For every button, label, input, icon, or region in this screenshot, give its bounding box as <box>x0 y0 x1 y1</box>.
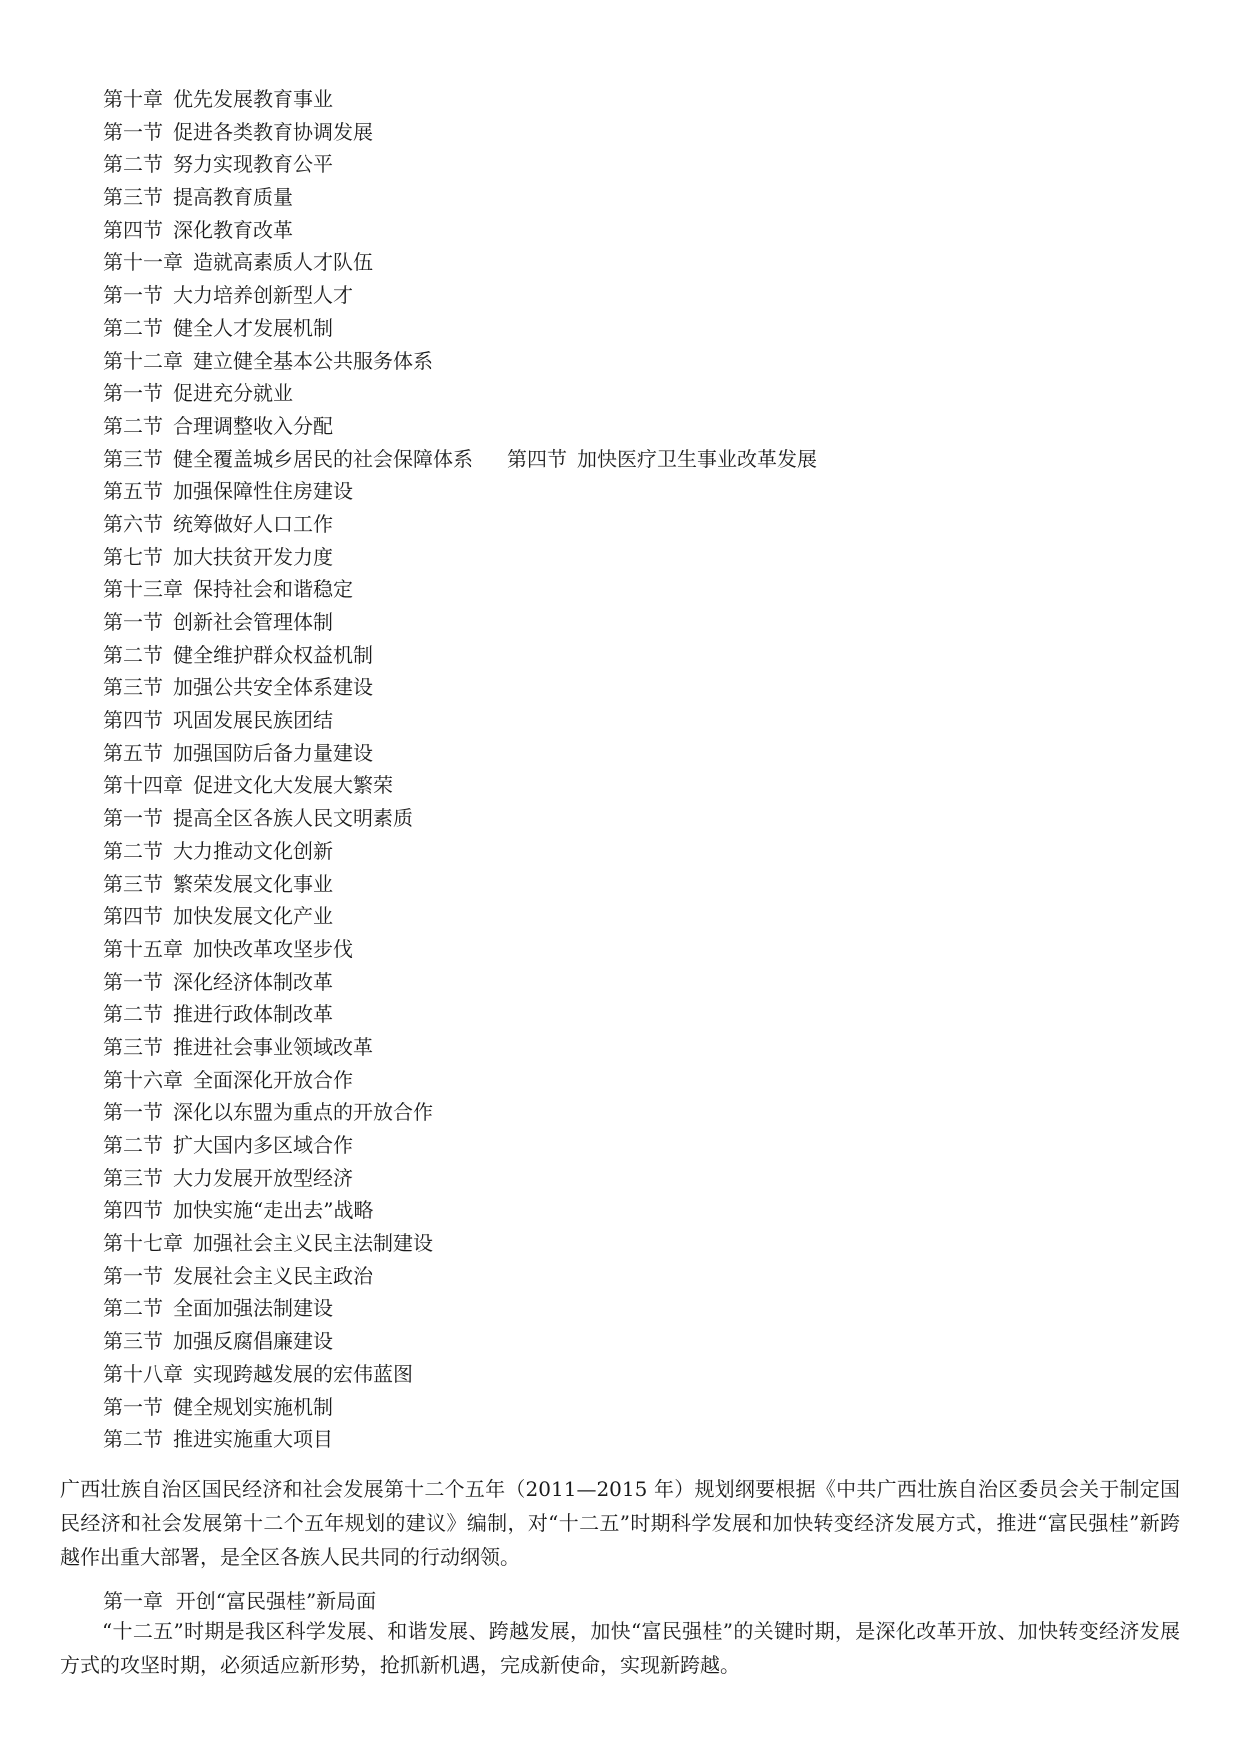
toc-title: 大力培养创新型人才 <box>173 283 353 308</box>
toc-line <box>103 116 817 149</box>
toc-title: 加快改革攻坚步伐 <box>193 936 353 961</box>
toc-line <box>103 835 817 868</box>
toc-number: 第三节 <box>103 446 163 471</box>
toc-title: 加强保障性住房建设 <box>173 479 353 504</box>
toc-title: 大力发展开放型经济 <box>173 1165 353 1190</box>
toc-line <box>103 312 817 345</box>
toc-number: 第二节 <box>103 1002 163 1027</box>
toc-number: 第七节 <box>103 544 163 569</box>
toc-line <box>103 606 817 639</box>
toc-number: 第二节 <box>103 152 163 177</box>
toc-line <box>103 802 817 835</box>
toc-line <box>103 1325 817 1358</box>
toc-title: 健全人才发展机制 <box>173 315 333 340</box>
toc-title: 建立健全基本公共服务体系 <box>193 348 433 373</box>
toc-title: 提高教育质量 <box>173 185 293 210</box>
toc-line <box>103 181 817 214</box>
toc-line <box>103 1358 817 1391</box>
toc-title: 扩大国内多区域合作 <box>173 1133 353 1157</box>
toc-title: 加强国防后备力量建设 <box>173 740 373 765</box>
toc-line <box>103 1227 817 1260</box>
toc-number: 第四节 <box>103 708 163 733</box>
toc-number: 第五节 <box>103 740 163 765</box>
toc-number: 第四节 <box>507 446 567 471</box>
toc-line <box>103 508 817 541</box>
toc-number: 第三节 <box>103 185 163 210</box>
intro-paragraph: 广西壮族自治区国民经济和社会发展第十二个五年（2011—2015 年）规划纲要根据《中共广西壮族自治区委员会关于制定国民经济和社会发展第十二个五年规划的建议》编制，对“十二五”时期科学发展和加快转变经济发展方式，推进“富民强桂”新跨越作出重大部署，是全区各族人民共同的行动纲领。 <box>60 1477 1180 1569</box>
toc-number: 第一节 <box>103 969 163 994</box>
toc-title: 保持社会和谐稳定 <box>193 577 353 602</box>
toc-number: 第二节 <box>103 1296 163 1321</box>
toc-number: 第六节 <box>103 511 163 536</box>
toc-title: 全面加强法制建设 <box>173 1296 333 1321</box>
toc-line <box>103 639 817 672</box>
toc-title: 全面深化开放合作 <box>193 1067 353 1092</box>
toc-line <box>103 377 817 410</box>
toc-line <box>103 933 817 966</box>
toc-number: 第二节 <box>103 315 163 340</box>
toc-line <box>103 900 817 933</box>
toc-line <box>103 573 817 606</box>
toc-title: 优先发展教育事业 <box>173 87 333 111</box>
toc-title: 深化教育改革 <box>173 217 293 242</box>
toc-number: 第二节 <box>103 1427 163 1452</box>
toc-number: 第四节 <box>103 217 163 242</box>
toc-number: 第二节 <box>103 1133 163 1157</box>
toc-number: 第三节 <box>103 871 163 896</box>
toc-number: 第一节 <box>103 381 163 406</box>
toc-line <box>103 671 817 704</box>
toc-line <box>103 868 817 901</box>
toc-line <box>103 1031 817 1064</box>
chapter-number: 第一章 <box>103 1589 163 1613</box>
toc-line <box>103 704 817 737</box>
toc-title: 加强反腐倡廉建设 <box>173 1329 333 1354</box>
toc-title: 造就高素质人才队伍 <box>193 250 373 275</box>
toc-number: 第四节 <box>103 1198 163 1223</box>
toc-line <box>103 443 817 476</box>
toc-title: 巩固发展民族团结 <box>173 708 333 733</box>
toc-line <box>103 279 817 312</box>
toc-title: 促进文化大发展大繁荣 <box>193 773 393 798</box>
toc-line <box>103 83 817 116</box>
toc-number: 第十七章 <box>103 1231 183 1256</box>
toc-title: 健全覆盖城乡居民的社会保障体系 <box>173 446 473 471</box>
toc-title: 健全规划实施机制 <box>173 1394 333 1419</box>
table-of-contents <box>103 83 817 1456</box>
toc-line <box>103 966 817 999</box>
toc-line <box>103 345 817 378</box>
toc-line <box>103 246 817 279</box>
toc-line <box>103 1292 817 1325</box>
toc-title: 加快医疗卫生事业改革发展 <box>577 446 817 471</box>
toc-line <box>103 1162 817 1195</box>
toc-number: 第十六章 <box>103 1067 183 1092</box>
toc-title: 大力推动文化创新 <box>173 838 333 863</box>
toc-line <box>103 1194 817 1227</box>
toc-line <box>103 1260 817 1293</box>
toc-title: 加快实施“走出去”战略 <box>173 1198 374 1223</box>
toc-title: 创新社会管理体制 <box>173 610 333 634</box>
toc-title: 统筹做好人口工作 <box>173 511 333 536</box>
toc-title: 推进行政体制改革 <box>173 1002 333 1027</box>
toc-number: 第十一章 <box>103 250 183 275</box>
toc-title: 推进实施重大项目 <box>173 1427 333 1452</box>
toc-title: 发展社会主义民主政治 <box>173 1263 373 1288</box>
toc-title: 推进社会事业领域改革 <box>173 1034 373 1059</box>
toc-line <box>103 1096 817 1129</box>
toc-number: 第四节 <box>103 904 163 929</box>
toc-number: 第一节 <box>103 283 163 308</box>
toc-number: 第二节 <box>103 838 163 863</box>
toc-number: 第十二章 <box>103 348 183 373</box>
toc-number: 第五节 <box>103 479 163 504</box>
toc-line <box>103 1391 817 1424</box>
toc-title: 深化以东盟为重点的开放合作 <box>173 1100 433 1125</box>
toc-title: 努力实现教育公平 <box>173 152 333 177</box>
toc-line <box>103 1423 817 1456</box>
toc-title: 加大扶贫开发力度 <box>173 544 333 569</box>
toc-line <box>103 410 817 443</box>
toc-number: 第一节 <box>103 1263 163 1288</box>
toc-title: 繁荣发展文化事业 <box>173 871 333 896</box>
toc-number: 第一节 <box>103 119 163 144</box>
toc-title: 深化经济体制改革 <box>173 969 333 994</box>
toc-number: 第十五章 <box>103 936 183 961</box>
toc-title: 健全维护群众权益机制 <box>173 642 373 667</box>
toc-number: 第二节 <box>103 642 163 667</box>
toc-title: 促进充分就业 <box>173 381 293 406</box>
toc-title: 加强社会主义民主法制建设 <box>193 1231 433 1256</box>
toc-title: 合理调整收入分配 <box>173 413 333 438</box>
toc-line <box>103 769 817 802</box>
toc-number: 第三节 <box>103 675 163 700</box>
toc-line <box>103 998 817 1031</box>
toc-title: 加快发展文化产业 <box>173 904 333 929</box>
toc-line <box>103 148 817 181</box>
toc-line <box>103 737 817 770</box>
toc-line <box>103 1129 817 1162</box>
toc-line <box>103 214 817 247</box>
toc-line <box>103 1064 817 1097</box>
toc-number: 第一节 <box>103 1100 163 1125</box>
toc-number: 第三节 <box>103 1165 163 1190</box>
toc-number: 第三节 <box>103 1329 163 1354</box>
toc-title: 提高全区各族人民文明素质 <box>173 806 413 831</box>
toc-number: 第三节 <box>103 1034 163 1059</box>
toc-line <box>103 541 817 574</box>
body-paragraph: “十二五”时期是我区科学发展、和谐发展、跨越发展，加快“富民强桂”的关键时期，是深化改革开放、加快转变经济发展方式的攻坚时期，必须适应新形势，抢抓新机遇，完成新使命，实现新跨越。 <box>60 1619 1180 1677</box>
toc-title: 促进各类教育协调发展 <box>173 119 373 144</box>
toc-title: 实现跨越发展的宏伟蓝图 <box>193 1361 413 1386</box>
chapter-heading <box>103 1584 376 1618</box>
chapter-title: 开创“富民强桂”新局面 <box>175 1589 377 1613</box>
toc-number: 第二节 <box>103 413 163 438</box>
toc-title: 加强公共安全体系建设 <box>173 675 373 700</box>
toc-number: 第十章 <box>103 87 163 111</box>
toc-number: 第十四章 <box>103 773 183 798</box>
toc-number: 第一节 <box>103 806 163 831</box>
toc-number: 第一节 <box>103 1394 163 1419</box>
toc-line <box>103 475 817 508</box>
toc-number: 第十八章 <box>103 1361 183 1386</box>
toc-number: 第一节 <box>103 610 163 634</box>
toc-number: 第十三章 <box>103 577 183 602</box>
